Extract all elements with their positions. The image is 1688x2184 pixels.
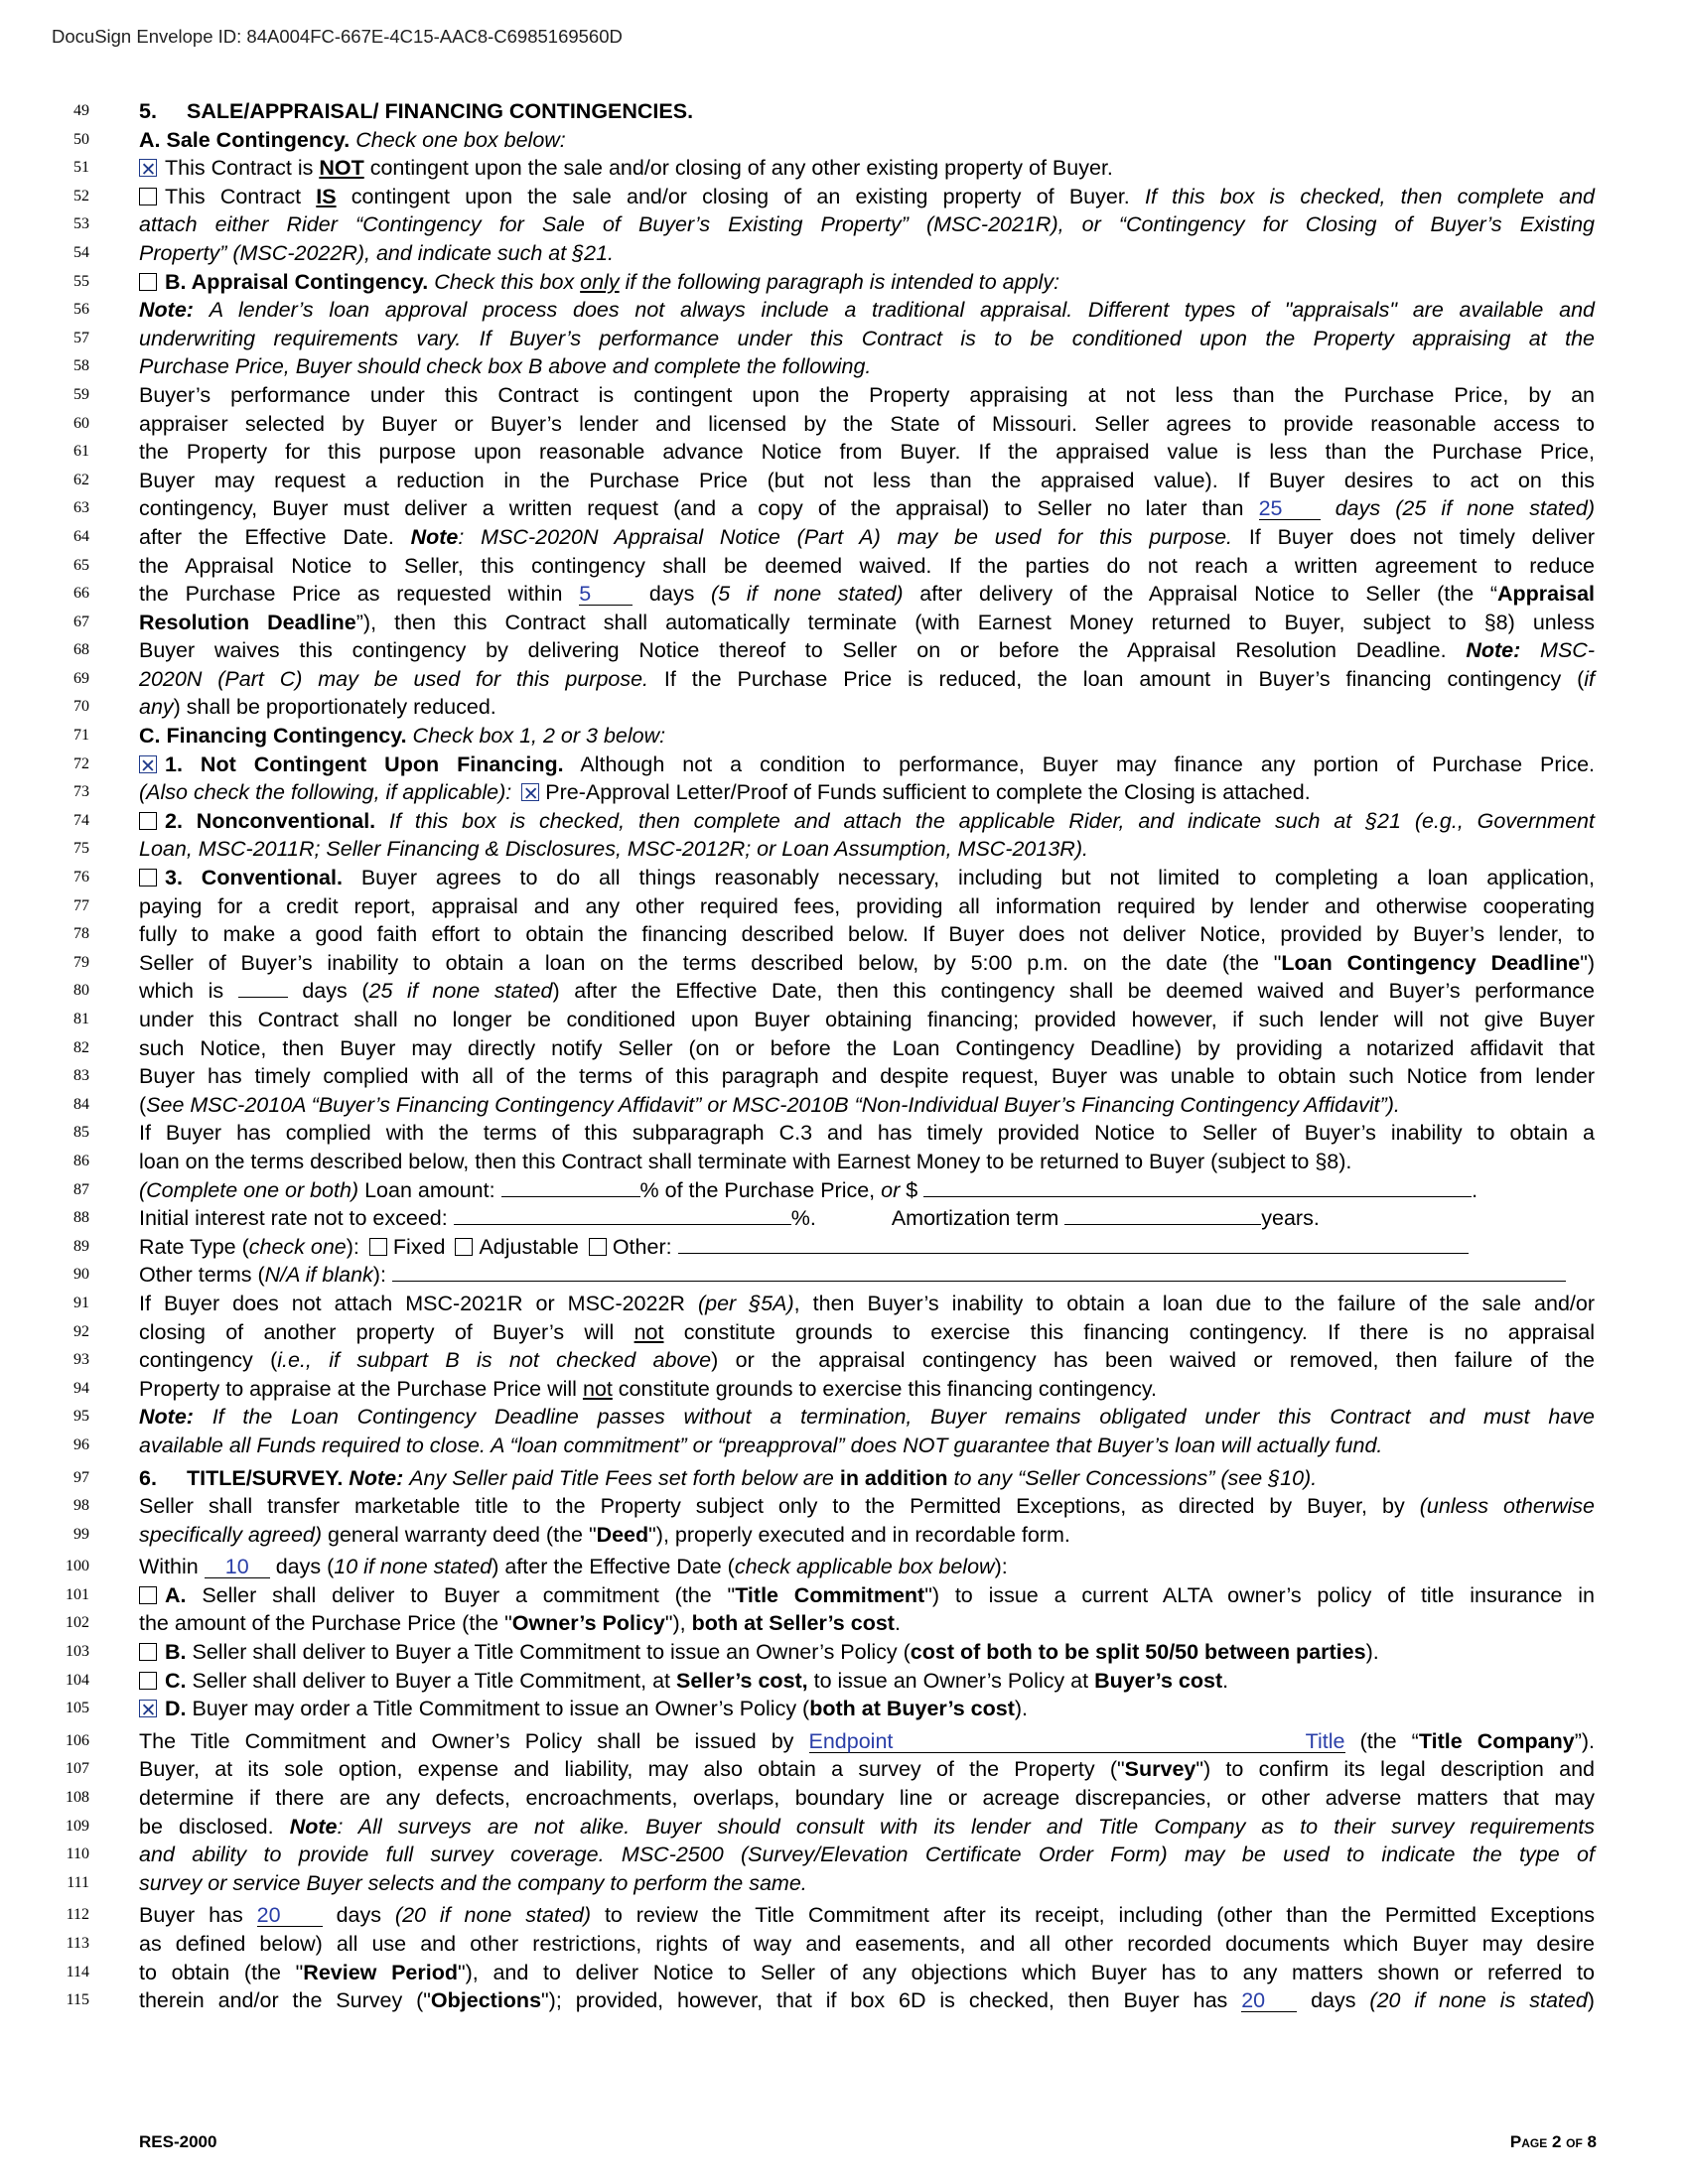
- text-line: Note: A lender’s loan approval process does not always include a traditional appraisal. Different types of "appraisals" are available and: [139, 298, 1595, 323]
- text-line: C. Financing Contingency. Check box 1, 2 or 3 below:: [139, 724, 666, 749]
- checkbox-is-contingent-on-sale[interactable]: [139, 188, 157, 205]
- line: [0, 1755, 1688, 1784]
- checkbox-title-option-c[interactable]: [139, 1672, 157, 1690]
- checkbox-not-contingent-on-sale[interactable]: [139, 159, 157, 177]
- checkbox-conventional[interactable]: [139, 869, 157, 887]
- text-line: A. Seller shall deliver to Buyer a commitment (the "Title Commitment") to issue a current ALTA owner’s policy of title insurance in: [139, 1581, 1595, 1609]
- line-number: 70: [73, 698, 89, 716]
- text-line: A. Sale Contingency. Check one box below:: [139, 127, 566, 152]
- text-line: B. Seller shall deliver to Buyer a Title Commitment to issue an Owner’s Policy (cost of both to be split 50/50 between parties).: [139, 1638, 1595, 1666]
- line-number: 49: [73, 102, 89, 119]
- line: [0, 609, 1688, 637]
- text-line: This Contract IS contingent upon the sale and/or closing of an existing property of Buyer. If this box is checked, then complete and: [139, 183, 1595, 210]
- line-number: 51: [73, 159, 89, 177]
- line: [0, 1667, 1688, 1696]
- line-number: 58: [73, 357, 89, 375]
- line: [0, 1521, 1688, 1550]
- line: [0, 920, 1688, 949]
- line-number: 64: [73, 527, 89, 545]
- line: [0, 949, 1688, 978]
- line: [0, 807, 1688, 836]
- line-number: 109: [66, 1817, 89, 1835]
- checkbox-rate-fixed[interactable]: [369, 1238, 387, 1256]
- line-number: 55: [73, 272, 89, 290]
- text-line: (Also check the following, if applicable): ✕ Pre-Approval Letter/Proof of Funds sufficient to complete the Closing is attached.: [139, 778, 1595, 806]
- line-number: 53: [73, 215, 89, 233]
- line: [0, 467, 1688, 495]
- line: [0, 1148, 1688, 1176]
- text-line: closing of another property of Buyer’s will not constitute grounds to exercise this financing contingency. If there is no appraisal: [139, 1319, 1595, 1344]
- text-line: to obtain (the "Review Period"), and to deliver Notice to Seller of any objections which Buyer has to any matters shown or referred to: [139, 1960, 1595, 1984]
- line: [0, 1403, 1688, 1432]
- line-number: 71: [73, 727, 89, 745]
- text-line: Property” (MSC-2022R), and indicate such at §21.: [139, 240, 615, 265]
- line-number: 68: [73, 641, 89, 659]
- line-number: 56: [73, 301, 89, 319]
- line-number: 72: [73, 754, 89, 772]
- objection-days-field[interactable]: 20: [1241, 1989, 1297, 2012]
- line-number: 81: [73, 1011, 89, 1027]
- line: [0, 154, 1688, 183]
- text-line: as defined below) all use and other restrictions, rights of way and easements, and all other recorded documents which Buyer may desire: [139, 1932, 1595, 1956]
- line-number: 90: [73, 1266, 89, 1284]
- text-line: B. Appraisal Contingency. Check this box only if the following paragraph is intended to apply:: [139, 268, 1595, 296]
- line: [0, 1176, 1688, 1205]
- text-line: appraiser selected by Buyer or Buyer’s lender and licensed by the State of Missouri. Seller agrees to provide reasonable access to: [139, 411, 1595, 436]
- line: [0, 1375, 1688, 1404]
- line: [0, 183, 1688, 211]
- line-number: 89: [73, 1237, 89, 1255]
- line-number: 73: [73, 783, 89, 801]
- text-line: Seller of Buyer’s inability to obtain a loan on the terms described below, by 5:00 p.m. on the date (the "Loan Contingency Deadline"): [139, 950, 1595, 975]
- checkbox-preapproval-letter[interactable]: [521, 783, 539, 801]
- line-number: 113: [66, 1935, 89, 1952]
- text-line: Within 10 days (10 if none stated) after the Effective Date (check applicable box below):: [139, 1555, 1008, 1579]
- line-number: 95: [73, 1408, 89, 1426]
- line-number: 59: [73, 385, 89, 403]
- line: [0, 693, 1688, 722]
- line-number: 62: [73, 471, 89, 488]
- line-number: 99: [73, 1525, 89, 1543]
- line-number: 111: [67, 1873, 89, 1891]
- line-number: 96: [73, 1435, 89, 1453]
- line-number: 93: [73, 1351, 89, 1369]
- line-number: 67: [73, 613, 89, 630]
- text-line: the amount of the Purchase Price (the "Owner’s Policy"), both at Seller’s cost.: [139, 1611, 901, 1636]
- text-line: which is days (25 if none stated) after the Effective Date, then this contingency shall be deemed waived and Buyer’s performance: [139, 979, 1595, 1004]
- text-line: Buyer may request a reduction in the Purchase Price (but not less than the appraised value). If Buyer desires to act on this: [139, 468, 1595, 492]
- text-line: available all Funds required to close. A “loan commitment” or “preapproval” does NOT guarantee that Buyer’s loan will actually fund.: [139, 1433, 1383, 1457]
- text-line: contingency, Buyer must deliver a written request (and a copy of the appraisal) to Seller no later than 25 days (25 if none stated): [139, 496, 1595, 521]
- text-line: contingency (i.e., if subpart B is not checked above) or the appraisal contingency has been waived or removed, then failure of the: [139, 1348, 1595, 1373]
- line: [0, 381, 1688, 410]
- line: [0, 722, 1688, 751]
- text-line: Initial interest rate not to exceed: %. Amortization term years.: [139, 1206, 1320, 1231]
- loan-contingency-days-field[interactable]: [238, 997, 288, 998]
- line-number: 112: [66, 1906, 89, 1924]
- line: [0, 552, 1688, 581]
- line: [0, 1204, 1688, 1233]
- line: [0, 1553, 1688, 1581]
- line-number: 105: [66, 1700, 89, 1717]
- section-6-heading: 6. TITLE/SURVEY. Note: Any Seller paid Title Fees set forth below are in addition to any “Seller Concessions” (see §10).: [139, 1465, 1318, 1490]
- text-line: Buyer has timely complied with all of the terms of this paragraph and despite request, Buyer was unable to obtain such Notice from lender: [139, 1064, 1595, 1089]
- line-number: 75: [73, 840, 89, 858]
- line: [0, 1318, 1688, 1347]
- line-number: 101: [66, 1585, 89, 1603]
- line-number: 69: [73, 669, 89, 687]
- line-number: 61: [73, 443, 89, 461]
- text-line: (See MSC-2010A “Buyer’s Financing Contingency Affidavit” or MSC-2010B “Non-Individual Buyer’s Financing Contingency Affidavit”).: [139, 1092, 1400, 1117]
- line: [0, 665, 1688, 694]
- text-line: Note: If the Loan Contingency Deadline passes without a termination, Buyer remains obligated under this Contract and must have: [139, 1405, 1595, 1430]
- text-line: determine if there are any defects, encroachments, overlaps, boundary line or acreage discrepancies, or other adverse matters that may: [139, 1786, 1595, 1811]
- text-line: be disclosed. Note: All surveys are not alike. Buyer should consult with its lender and Title Company as to their survey requirements: [139, 1814, 1595, 1839]
- text-line: (Complete one or both) Loan amount: % of the Purchase Price, or $ .: [139, 1177, 1478, 1202]
- text-line: ✕ D. Buyer may order a Title Commitment to issue an Owner’s Policy (both at Buyer’s cost).: [139, 1695, 1595, 1722]
- line-number: 54: [73, 243, 89, 261]
- section-title: SALE/APPRAISAL/ FINANCING CONTINGENCIES.: [187, 99, 694, 123]
- interest-rate-field[interactable]: [454, 1224, 791, 1225]
- text-line: the Appraisal Notice to Seller, this contingency shall be deemed waived. If the parties do not reach a written agreement to reduce: [139, 553, 1595, 578]
- text-line: Buyer, at its sole option, expense and liability, may also obtain a survey of the Property ("Survey") to confirm its legal description and: [139, 1757, 1595, 1782]
- line: [0, 1959, 1688, 1987]
- line: [0, 1581, 1688, 1610]
- text-line: such Notice, then Buyer may directly notify Seller (on or before the Loan Contingency Deadline) by providing a notarized affidavit that: [139, 1035, 1595, 1060]
- text-line: and ability to provide full survey coverage. MSC-2500 (Survey/Elevation Certificate Order Form) may be used to indicate the type of: [139, 1843, 1595, 1867]
- checkbox-title-option-d[interactable]: [139, 1700, 157, 1717]
- line: [0, 1492, 1688, 1521]
- line-number: 74: [73, 811, 89, 829]
- loan-amount-percent-field[interactable]: [501, 1196, 640, 1197]
- line-number: 102: [66, 1614, 89, 1632]
- line-number: 110: [66, 1845, 89, 1863]
- line: [0, 835, 1688, 864]
- line: [0, 1784, 1688, 1813]
- line-number: 94: [73, 1379, 89, 1397]
- text-line: Buyer has 20 days (20 if none stated) to review the Title Commitment after its receipt, including (other than the Permitted Exceptions: [139, 1903, 1595, 1928]
- review-period-days-field[interactable]: 20: [257, 1904, 323, 1927]
- text-line: ✕ This Contract is NOT contingent upon the sale and/or closing of any other existing property of Buyer.: [139, 154, 1595, 182]
- line-number: 60: [73, 414, 89, 432]
- line-number: 114: [66, 1963, 89, 1980]
- docusign-envelope-id: DocuSign Envelope ID: 84A004FC-667E-4C15-AAC8-C6985169560D: [52, 26, 623, 47]
- line: [0, 1346, 1688, 1375]
- checkbox-rate-other[interactable]: [589, 1238, 607, 1256]
- text-line: The Title Commitment and Owner’s Policy shall be issued by Endpoint Title (the “Title Company”).: [139, 1728, 1595, 1753]
- line-number: 76: [73, 869, 89, 887]
- line-number: 91: [73, 1294, 89, 1311]
- line-number: 79: [73, 953, 89, 971]
- text-line: the Purchase Price as requested within 5 days (5 if none stated) after delivery of the Appraisal Notice to Seller (the “Appraisal: [139, 582, 1595, 607]
- line: [0, 1034, 1688, 1063]
- text-line: underwriting requirements vary. If Buyer’s performance under this Contract is to be conditioned upon the Property appraising at the: [139, 326, 1595, 350]
- line: [0, 325, 1688, 353]
- text-line: under this Contract shall no longer be conditioned upon Buyer obtaining financing; provided however, if such lender will not give Buyer: [139, 1008, 1595, 1031]
- text-line: Property to appraise at the Purchase Price will not constitute grounds to exercise this financing contingency.: [139, 1376, 1157, 1401]
- text-line: If Buyer does not attach MSC-2021R or MSC-2022R (per §5A), then Buyer’s inability to obtain a loan due to the failure of the sale and/or: [139, 1291, 1596, 1315]
- line-number: 63: [73, 499, 89, 517]
- line: [0, 1233, 1688, 1262]
- line: [0, 523, 1688, 552]
- text-line: paying for a credit report, appraisal and any other required fees, providing all information required by lender and otherwise cooperating: [139, 893, 1595, 918]
- checkbox-title-option-a[interactable]: [139, 1586, 157, 1604]
- line: [0, 1930, 1688, 1959]
- line: [0, 977, 1688, 1006]
- text-line: 3. Conventional. Buyer agrees to do all things reasonably necessary, including but not limited to completing a loan application,: [139, 864, 1595, 891]
- text-line: loan on the terms described below, then this Contract shall terminate with Earnest Money to be returned to Buyer (subject to §8).: [139, 1149, 1352, 1173]
- text-line: attach either Rider “Contingency for Sale of Buyer’s Existing Property” (MSC-2021R), or “Contingency for Closing of Buyer’s Existing: [139, 212, 1595, 237]
- line-number: 104: [66, 1671, 89, 1689]
- line: [0, 1609, 1688, 1638]
- text-line: Loan, MSC-2011R; Seller Financing & Disclosures, MSC-2012R; or Loan Assumption, MSC-2013R).: [139, 837, 1088, 862]
- line-number: 52: [73, 187, 89, 205]
- line: [0, 438, 1688, 467]
- line-number: 65: [73, 556, 89, 574]
- section-number: 5.: [139, 99, 157, 123]
- text-line: any) shall be proportionately reduced.: [139, 695, 496, 720]
- line-number: 108: [66, 1789, 89, 1807]
- line-number: 103: [66, 1643, 89, 1661]
- text-line: fully to make a good faith effort to obtain the financing described below. If Buyer does not deliver Notice, provided by Buyer’s lender, to: [139, 922, 1595, 947]
- line: [0, 268, 1688, 297]
- checkbox-rate-adjustable[interactable]: [455, 1238, 473, 1256]
- section-5-heading: [139, 97, 1595, 125]
- line-number: 84: [73, 1095, 89, 1113]
- appraisal-resolution-days-field[interactable]: 5: [579, 583, 633, 606]
- line-number: 83: [73, 1067, 89, 1085]
- text-line: 2020N (Part C) may be used for this purpose. If the Purchase Price is reduced, the loan amount in Buyer’s financing contingency (if: [139, 666, 1595, 691]
- line: [0, 126, 1688, 155]
- loan-amount-dollars-field[interactable]: [923, 1196, 1472, 1197]
- text-line: Resolution Deadline”), then this Contract shall automatically terminate (with Earnest Money returned to Buyer, subject to §8) unless: [139, 610, 1595, 634]
- line: [0, 1986, 1688, 2015]
- line: [0, 1091, 1688, 1120]
- line: [0, 1464, 1688, 1493]
- section-number: 6.: [139, 1465, 157, 1490]
- line: [0, 1901, 1688, 1930]
- line-number: 66: [73, 585, 89, 603]
- line: [0, 1869, 1688, 1898]
- line-number: 82: [73, 1038, 89, 1056]
- text-line: after the Effective Date. Note: MSC-2020N Appraisal Notice (Part A) may be used for this purpose. If Buyer does not timely deliver: [139, 524, 1595, 549]
- line: [0, 580, 1688, 609]
- page-number: Page 2 of 8: [1509, 2132, 1597, 2151]
- checkbox-appraisal-contingency[interactable]: [139, 273, 157, 291]
- line-number: 88: [73, 1209, 89, 1227]
- line-number: 77: [73, 896, 89, 914]
- line: [0, 751, 1688, 779]
- line: [0, 352, 1688, 381]
- line-number: 50: [73, 130, 89, 148]
- text-line: Rate Type (check one): Fixed Adjustable Other:: [139, 1233, 1595, 1261]
- checkbox-nonconventional[interactable]: [139, 812, 157, 830]
- line-number: 86: [73, 1152, 89, 1169]
- line-number: 78: [73, 925, 89, 943]
- line: [0, 1006, 1688, 1034]
- line: [0, 1119, 1688, 1148]
- line-number: 98: [73, 1497, 89, 1515]
- line-number: 97: [73, 1468, 89, 1486]
- title-delivery-days-field[interactable]: 10: [205, 1556, 270, 1578]
- line-number: 85: [73, 1124, 89, 1142]
- line: [0, 636, 1688, 665]
- line: [0, 1813, 1688, 1842]
- text-line: Buyer waives this contingency by delivering Notice thereof to Seller on or before the Appraisal Resolution Deadline. Note: MSC-: [139, 638, 1595, 663]
- line: [0, 1727, 1688, 1756]
- line: [0, 778, 1688, 807]
- line: [0, 1290, 1688, 1318]
- line-number: 115: [66, 1991, 89, 2009]
- line: [0, 410, 1688, 439]
- line-number: 100: [66, 1558, 89, 1575]
- checkbox-not-contingent-on-financing[interactable]: [139, 755, 157, 773]
- line-number: 80: [73, 982, 89, 1000]
- text-line: ✕ 1. Not Contingent Upon Financing. Although not a condition to performance, Buyer may finance any portion of Purchase Price.: [139, 751, 1595, 778]
- line-number: 106: [66, 1731, 89, 1749]
- text-line: the Property for this purpose upon reasonable advance Notice from Buyer. If the appraised value is less than the Purchase Price,: [139, 440, 1595, 465]
- checkbox-title-option-b[interactable]: [139, 1643, 157, 1661]
- line: [0, 296, 1688, 325]
- line: [0, 239, 1688, 268]
- line: [0, 1062, 1688, 1091]
- line: [0, 97, 1688, 126]
- text-line: Seller shall transfer marketable title to the Property subject only to the Permitted Exceptions, as directed by Buyer, by (unless otherwise: [139, 1494, 1596, 1519]
- line: [0, 1638, 1688, 1667]
- line: [0, 864, 1688, 892]
- text-line: If Buyer has complied with the terms of this subparagraph C.3 and has timely provided Notice to Seller of Buyer’s inability to obtain a: [139, 1121, 1595, 1146]
- amortization-term-field[interactable]: [1064, 1224, 1261, 1225]
- line: [0, 1695, 1688, 1723]
- line-number: 92: [73, 1322, 89, 1340]
- line: [0, 1841, 1688, 1869]
- section-title: TITLE/SURVEY.: [187, 1465, 344, 1490]
- text-line: therein and/or the Survey ("Objections"); provided, however, that if box 6D is checked, then Buyer has 20 days (20 if none is stated): [139, 1988, 1595, 2013]
- appraisal-request-days-field[interactable]: 25: [1259, 497, 1321, 520]
- line: [0, 1432, 1688, 1460]
- line: [0, 210, 1688, 239]
- text-line: Other terms (N/A if blank):: [139, 1261, 1595, 1289]
- line-number: 57: [73, 329, 89, 346]
- text-line: C. Seller shall deliver to Buyer a Title Commitment, at Seller’s cost, to issue an Owner’s Policy at Buyer’s cost.: [139, 1667, 1595, 1695]
- form-code: RES-2000: [139, 2132, 217, 2151]
- line: [0, 892, 1688, 921]
- line: [0, 494, 1688, 523]
- text-line: Purchase Price, Buyer should check box B above and complete the following.: [139, 354, 872, 379]
- rate-other-field[interactable]: [678, 1253, 1469, 1254]
- title-company-field[interactable]: Endpoint Title: [808, 1728, 1345, 1753]
- text-line: Buyer’s performance under this Contract is contingent upon the Property appraising at not less than the Purchase Price, by an: [139, 382, 1595, 407]
- other-terms-field[interactable]: [392, 1281, 1566, 1282]
- text-line: specifically agreed) general warranty deed (the "Deed"), properly executed and in recordable form.: [139, 1522, 1070, 1547]
- line: [0, 1261, 1688, 1290]
- text-line: 2. Nonconventional. If this box is checked, then complete and attach the applicable Rider, and indicate such at §21 (e.g., Government: [139, 807, 1595, 835]
- text-line: survey or service Buyer selects and the company to perform the same.: [139, 1870, 807, 1895]
- contract-body: [0, 97, 1688, 2015]
- line-number: 107: [66, 1760, 89, 1778]
- line-number: 87: [73, 1180, 89, 1198]
